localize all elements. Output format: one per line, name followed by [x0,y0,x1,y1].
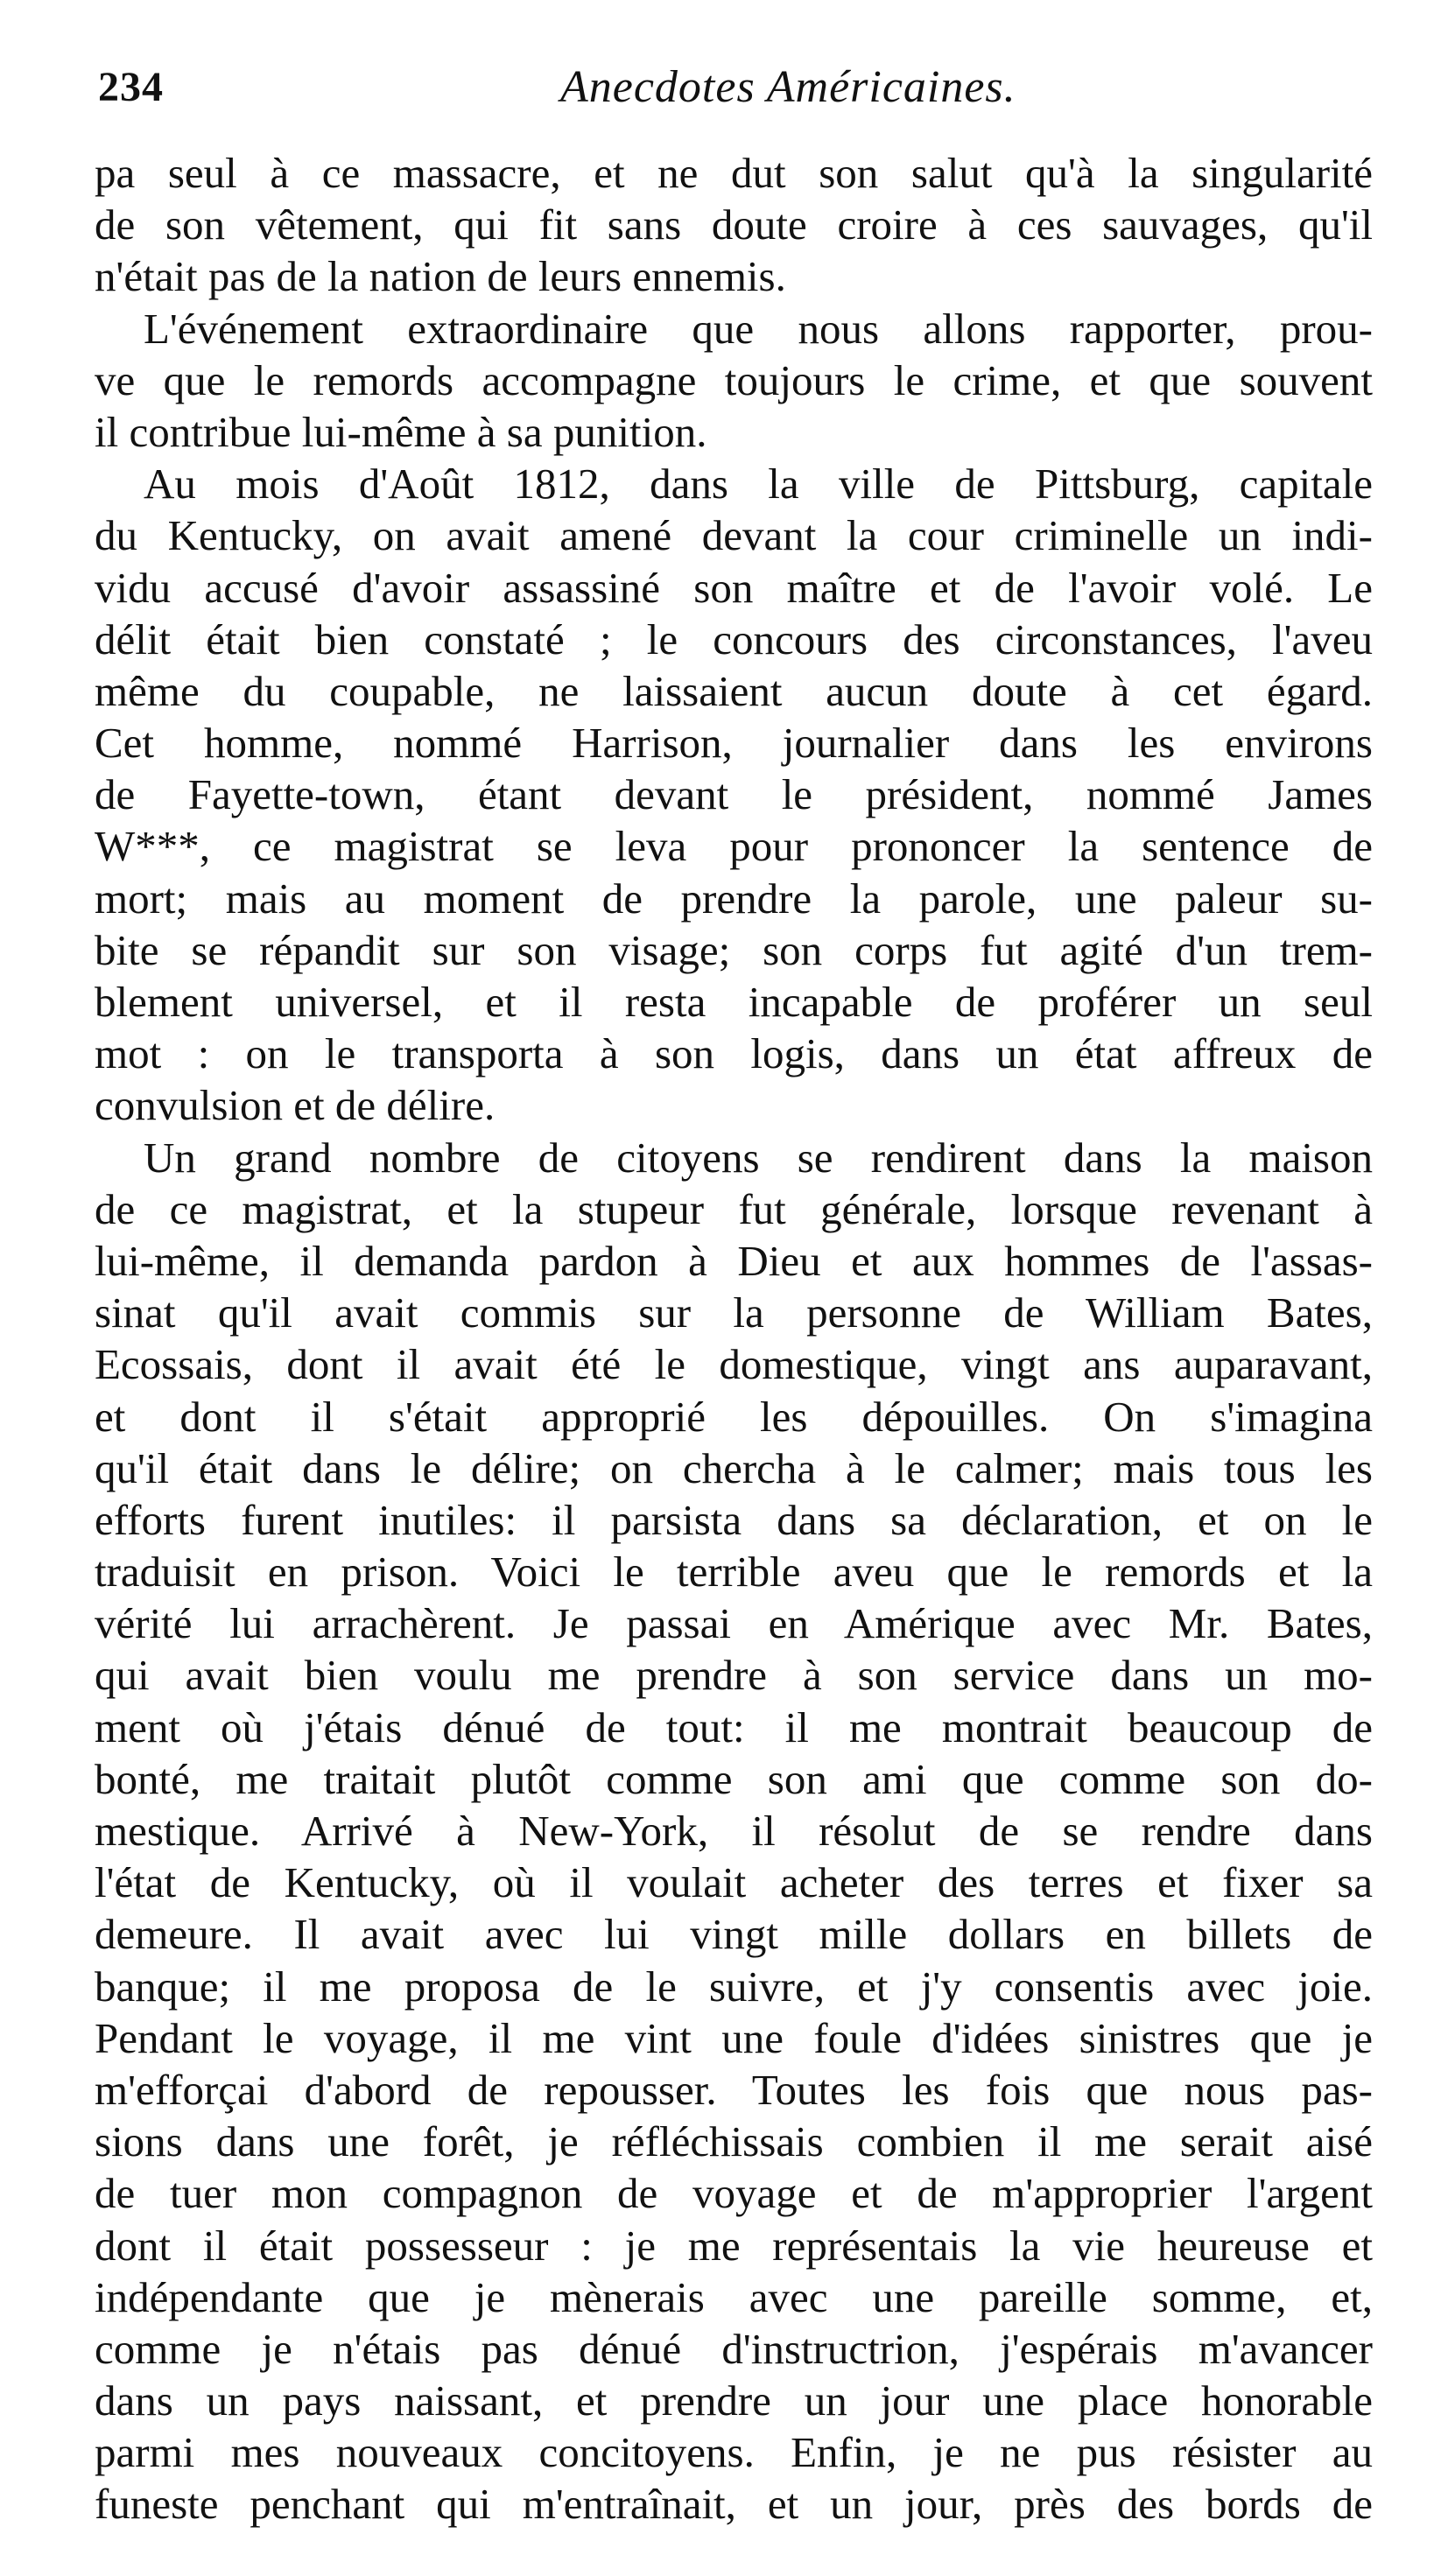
text-line: de ce magistrat, et la stupeur fut générale, lorsque revenant à [95,1184,1373,1233]
text-line: convulsion et de délire. [95,1081,496,1130]
text-line: banque; il me proposa de le suivre, et j'y consentis avec joie. [95,1962,1373,2011]
text-line: sions dans une forêt, je réfléchissais combien il me serait aisé [95,2117,1373,2166]
text-line: W***, ce magistrat se leva pour prononcer la sentence de [95,822,1373,871]
text-line: dont il était possesseur : je me représentais la vie heureuse et [95,2221,1373,2270]
page-number: 234 [98,64,164,110]
text-line: lui-même, il demanda pardon à Dieu et aux hommes de l'assas- [95,1236,1373,1285]
text-line: blement universel, et il resta incapable de proférer un seul [95,978,1373,1026]
page-header [88,53,1366,123]
text-line: de tuer mon compagnon de voyage et de m'approprier l'argent [95,2169,1373,2218]
text-line: de Fayette-town, étant devant le président, nommé James [95,770,1373,819]
text-line: L'événement extraordinaire que nous allons rapporter, prou- [144,304,1373,353]
text-line: bonté, me traitait plutôt comme son ami que comme son do- [95,1754,1373,1803]
text-line: il contribue lui-même à sa punition. [95,407,707,456]
text-line: du Kentucky, on avait amené devant la cour criminelle un indi- [95,511,1373,560]
text-line: m'efforçai d'abord de repousser. Toutes les fois que nous pas- [95,2065,1373,2114]
running-title: Anecdotes Américaines. [560,62,1016,112]
text-line: Un grand nombre de citoyens se rendirent dans la maison [144,1133,1373,1182]
text-line: demeure. Il avait avec lui vingt mille dollars en billets de [95,1910,1373,1959]
text-line: mestique. Arrivé à New-York, il résolut de se rendre dans [95,1807,1373,1855]
text-line: Ecossais, dont il avait été le domestique, vingt ans auparavant, [95,1340,1373,1389]
text-line: dans un pays naissant, et prendre un jour une place honorable [95,2376,1373,2425]
text-line: ve que le remords accompagne toujours le crime, et que souvent [95,355,1373,404]
text-line: mort; mais au moment de prendre la parole, une paleur su- [95,874,1373,923]
text-line: et dont il s'était approprié les dépouilles. On s'imagina [95,1392,1373,1441]
text-line: traduisit en prison. Voici le terrible aveu que le remords et la [95,1548,1373,1597]
text-line: parmi mes nouveaux concitoyens. Enfin, je ne pus résister au [95,2428,1373,2477]
text-line: pa seul à ce massacre, et ne dut son salut qu'à la singularité [95,149,1373,197]
text-line: Cet homme, nommé Harrison, journalier dans les environs [95,719,1373,768]
text-line: même du coupable, ne laissaient aucun doute à cet égard. [95,666,1373,715]
text-line: l'état de Kentucky, où il voulait acheter des terres et fixer sa [95,1858,1373,1907]
text-line: mot : on le transporta à son logis, dans un état affreux de [95,1029,1373,1078]
text-line: sinat qu'il avait commis sur la personne de William Bates, [95,1288,1373,1337]
text-line: vidu accusé d'avoir assassiné son maître et de l'avoir volé. Le [95,563,1373,612]
text-line: qui avait bien voulu me prendre à son service dans un mo- [95,1651,1373,1700]
text-line: indépendante que je mènerais avec une pareille somme, et, [95,2272,1373,2321]
text-line: qu'il était dans le délire; on chercha à le calmer; mais tous les [95,1443,1373,1492]
text-line: bite se répandit sur son visage; son corps fut agité d'un trem- [95,925,1373,974]
text-line: ment où j'étais dénué de tout: il me montrait beaucoup de [95,1702,1373,1751]
text-line: efforts furent inutiles: il parsista dans sa déclaration, et on le [95,1495,1373,1544]
text-line: Au mois d'Août 1812, dans la ville de Pittsburg, capitale [144,460,1373,509]
body-text [95,147,1373,2530]
text-line: comme je n'étais pas dénué d'instructrion, j'espérais m'avancer [95,2324,1373,2373]
text-line: funeste penchant qui m'entraînait, et un jour, près des bords de [95,2480,1373,2529]
text-line: Pendant le voyage, il me vint une foule d'idées sinistres que je [95,2013,1373,2062]
text-line: vérité lui arrachèrent. Je passai en Amérique avec Mr. Bates, [95,1599,1373,1648]
text-line: de son vêtement, qui fit sans doute croire à ces sauvages, qu'il [95,200,1373,249]
text-line: délit était bien constaté ; le concours des circonstances, l'aveu [95,614,1373,663]
text-line: n'était pas de la nation de leurs ennemis. [95,252,786,301]
